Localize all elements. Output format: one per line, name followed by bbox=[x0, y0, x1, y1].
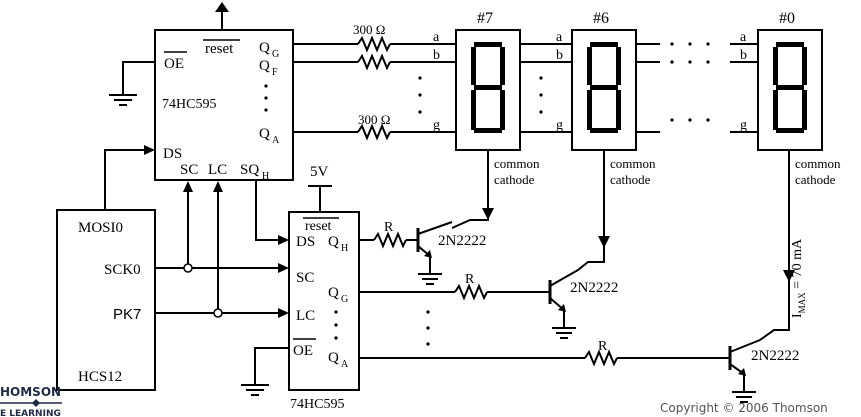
chip2-qh-label: Q bbox=[328, 234, 339, 250]
driver-wires bbox=[359, 220, 730, 364]
driver-resistor-1-label: R bbox=[384, 220, 394, 235]
chip2-qa-sub: A bbox=[341, 359, 349, 370]
seg-a-7: a bbox=[433, 30, 440, 45]
chip2-reset-label: reset bbox=[305, 219, 332, 234]
chip2-sc-label: SC bbox=[296, 270, 315, 286]
seg-g-0: g bbox=[740, 118, 747, 133]
seg-g-6: g bbox=[556, 118, 563, 133]
chip1-name: 74HC595 bbox=[162, 97, 217, 112]
chip1-ds-label: DS bbox=[163, 146, 183, 162]
display-0 bbox=[758, 10, 841, 187]
transistor-3 bbox=[730, 340, 799, 402]
display-0-common: common bbox=[795, 156, 841, 171]
segment-resistors bbox=[353, 22, 390, 139]
chip2-lc-label: LC bbox=[296, 308, 316, 324]
seg-a-0: a bbox=[740, 30, 747, 45]
chip1-qf-label: Q bbox=[259, 58, 270, 74]
mcu-mosi-label: MOSI0 bbox=[78, 220, 124, 236]
chip1-qa-sub: A bbox=[272, 135, 280, 146]
chip2-name: 74HC595 bbox=[290, 397, 345, 412]
chip2-qg-sub: G bbox=[341, 294, 349, 305]
driver-resistor-3-label: R bbox=[598, 339, 608, 354]
display-7 bbox=[456, 10, 540, 187]
chip1-qg-label: Q bbox=[259, 40, 270, 56]
seg-b-7: b bbox=[433, 48, 440, 63]
mosi-wire bbox=[105, 145, 155, 210]
chip1-oe-ground bbox=[109, 62, 155, 105]
resistor-top-label: 300 Ω bbox=[353, 22, 386, 37]
display-6-cathode: cathode bbox=[610, 172, 651, 187]
transistor-2-label: 2N2222 bbox=[570, 280, 619, 296]
chip2-qh-sub: H bbox=[341, 243, 349, 254]
seg-b-6: b bbox=[556, 48, 563, 63]
transistor-2 bbox=[550, 270, 618, 338]
chip1-reset-label: reset bbox=[205, 41, 234, 57]
chip2-oe-label: OE bbox=[293, 343, 313, 359]
star-icon bbox=[32, 399, 40, 407]
display-7-common: common bbox=[494, 156, 540, 171]
chip1-sqh-label: SQ bbox=[240, 162, 260, 178]
transistor-3-label: 2N2222 bbox=[751, 348, 800, 364]
chip1-sc-label: SC bbox=[180, 162, 199, 178]
chip1-qg-sub: G bbox=[272, 49, 280, 60]
chip2-qg-label: Q bbox=[328, 285, 339, 301]
mcu-sck-label: SCK0 bbox=[104, 262, 141, 278]
display-6 bbox=[572, 10, 656, 187]
display-6-label: #6 bbox=[593, 10, 609, 27]
sck-wire bbox=[155, 181, 289, 273]
seg-g-7: g bbox=[433, 118, 440, 133]
chip1-qf-sub: F bbox=[272, 67, 278, 78]
current-arrow-icon-7 bbox=[482, 208, 494, 220]
current-arrow-icon-6 bbox=[598, 236, 610, 248]
chip1-lc-label: LC bbox=[208, 162, 228, 178]
sqh-wire bbox=[256, 180, 289, 245]
chip2-ds-label: DS bbox=[296, 234, 316, 250]
mcu-name: HCS12 bbox=[78, 369, 123, 385]
reset-arrow-icon bbox=[215, 2, 229, 12]
transistor-1 bbox=[418, 222, 486, 284]
svg-text:IMAX = 70 mA: $I_{MAX} = 70$ mA bbox=[790, 238, 807, 318]
shift-register-1 bbox=[155, 2, 293, 182]
chip1-oe-label: OE bbox=[164, 56, 184, 72]
display-0-label: #0 bbox=[779, 10, 795, 27]
mcu-hcs12 bbox=[57, 210, 155, 390]
publisher-line-2: E LEARNING bbox=[0, 409, 61, 417]
supply-label: 5V bbox=[310, 164, 329, 180]
mcu-pk7-label: PK7 bbox=[113, 306, 142, 323]
chip2-oe-ground bbox=[241, 348, 289, 395]
shift-register-2 bbox=[289, 212, 359, 412]
publisher-line-1: HOMSON bbox=[0, 385, 62, 399]
pk7-wire bbox=[155, 181, 289, 318]
resistor-bottom-label: 300 Ω bbox=[358, 112, 391, 127]
transistor-1-label: 2N2222 bbox=[438, 233, 487, 249]
display-7-cathode: cathode bbox=[494, 172, 535, 187]
display-6-common: common bbox=[610, 156, 656, 171]
supply-5v bbox=[308, 164, 332, 212]
chip1-sqh-sub: H bbox=[262, 171, 270, 182]
seg-a-6: a bbox=[556, 30, 563, 45]
display-0-cathode: cathode bbox=[795, 172, 836, 187]
chip2-qa-label: Q bbox=[328, 350, 339, 366]
driver-resistor-2-label: R bbox=[465, 272, 475, 287]
chip1-qa-label: Q bbox=[259, 126, 270, 142]
display-7-label: #7 bbox=[477, 10, 493, 27]
imax-label bbox=[790, 238, 807, 318]
seg-b-0: b bbox=[740, 48, 747, 63]
copyright-notice: Copyright © 2006 Thomson bbox=[660, 401, 828, 415]
publisher-logo bbox=[0, 385, 62, 417]
